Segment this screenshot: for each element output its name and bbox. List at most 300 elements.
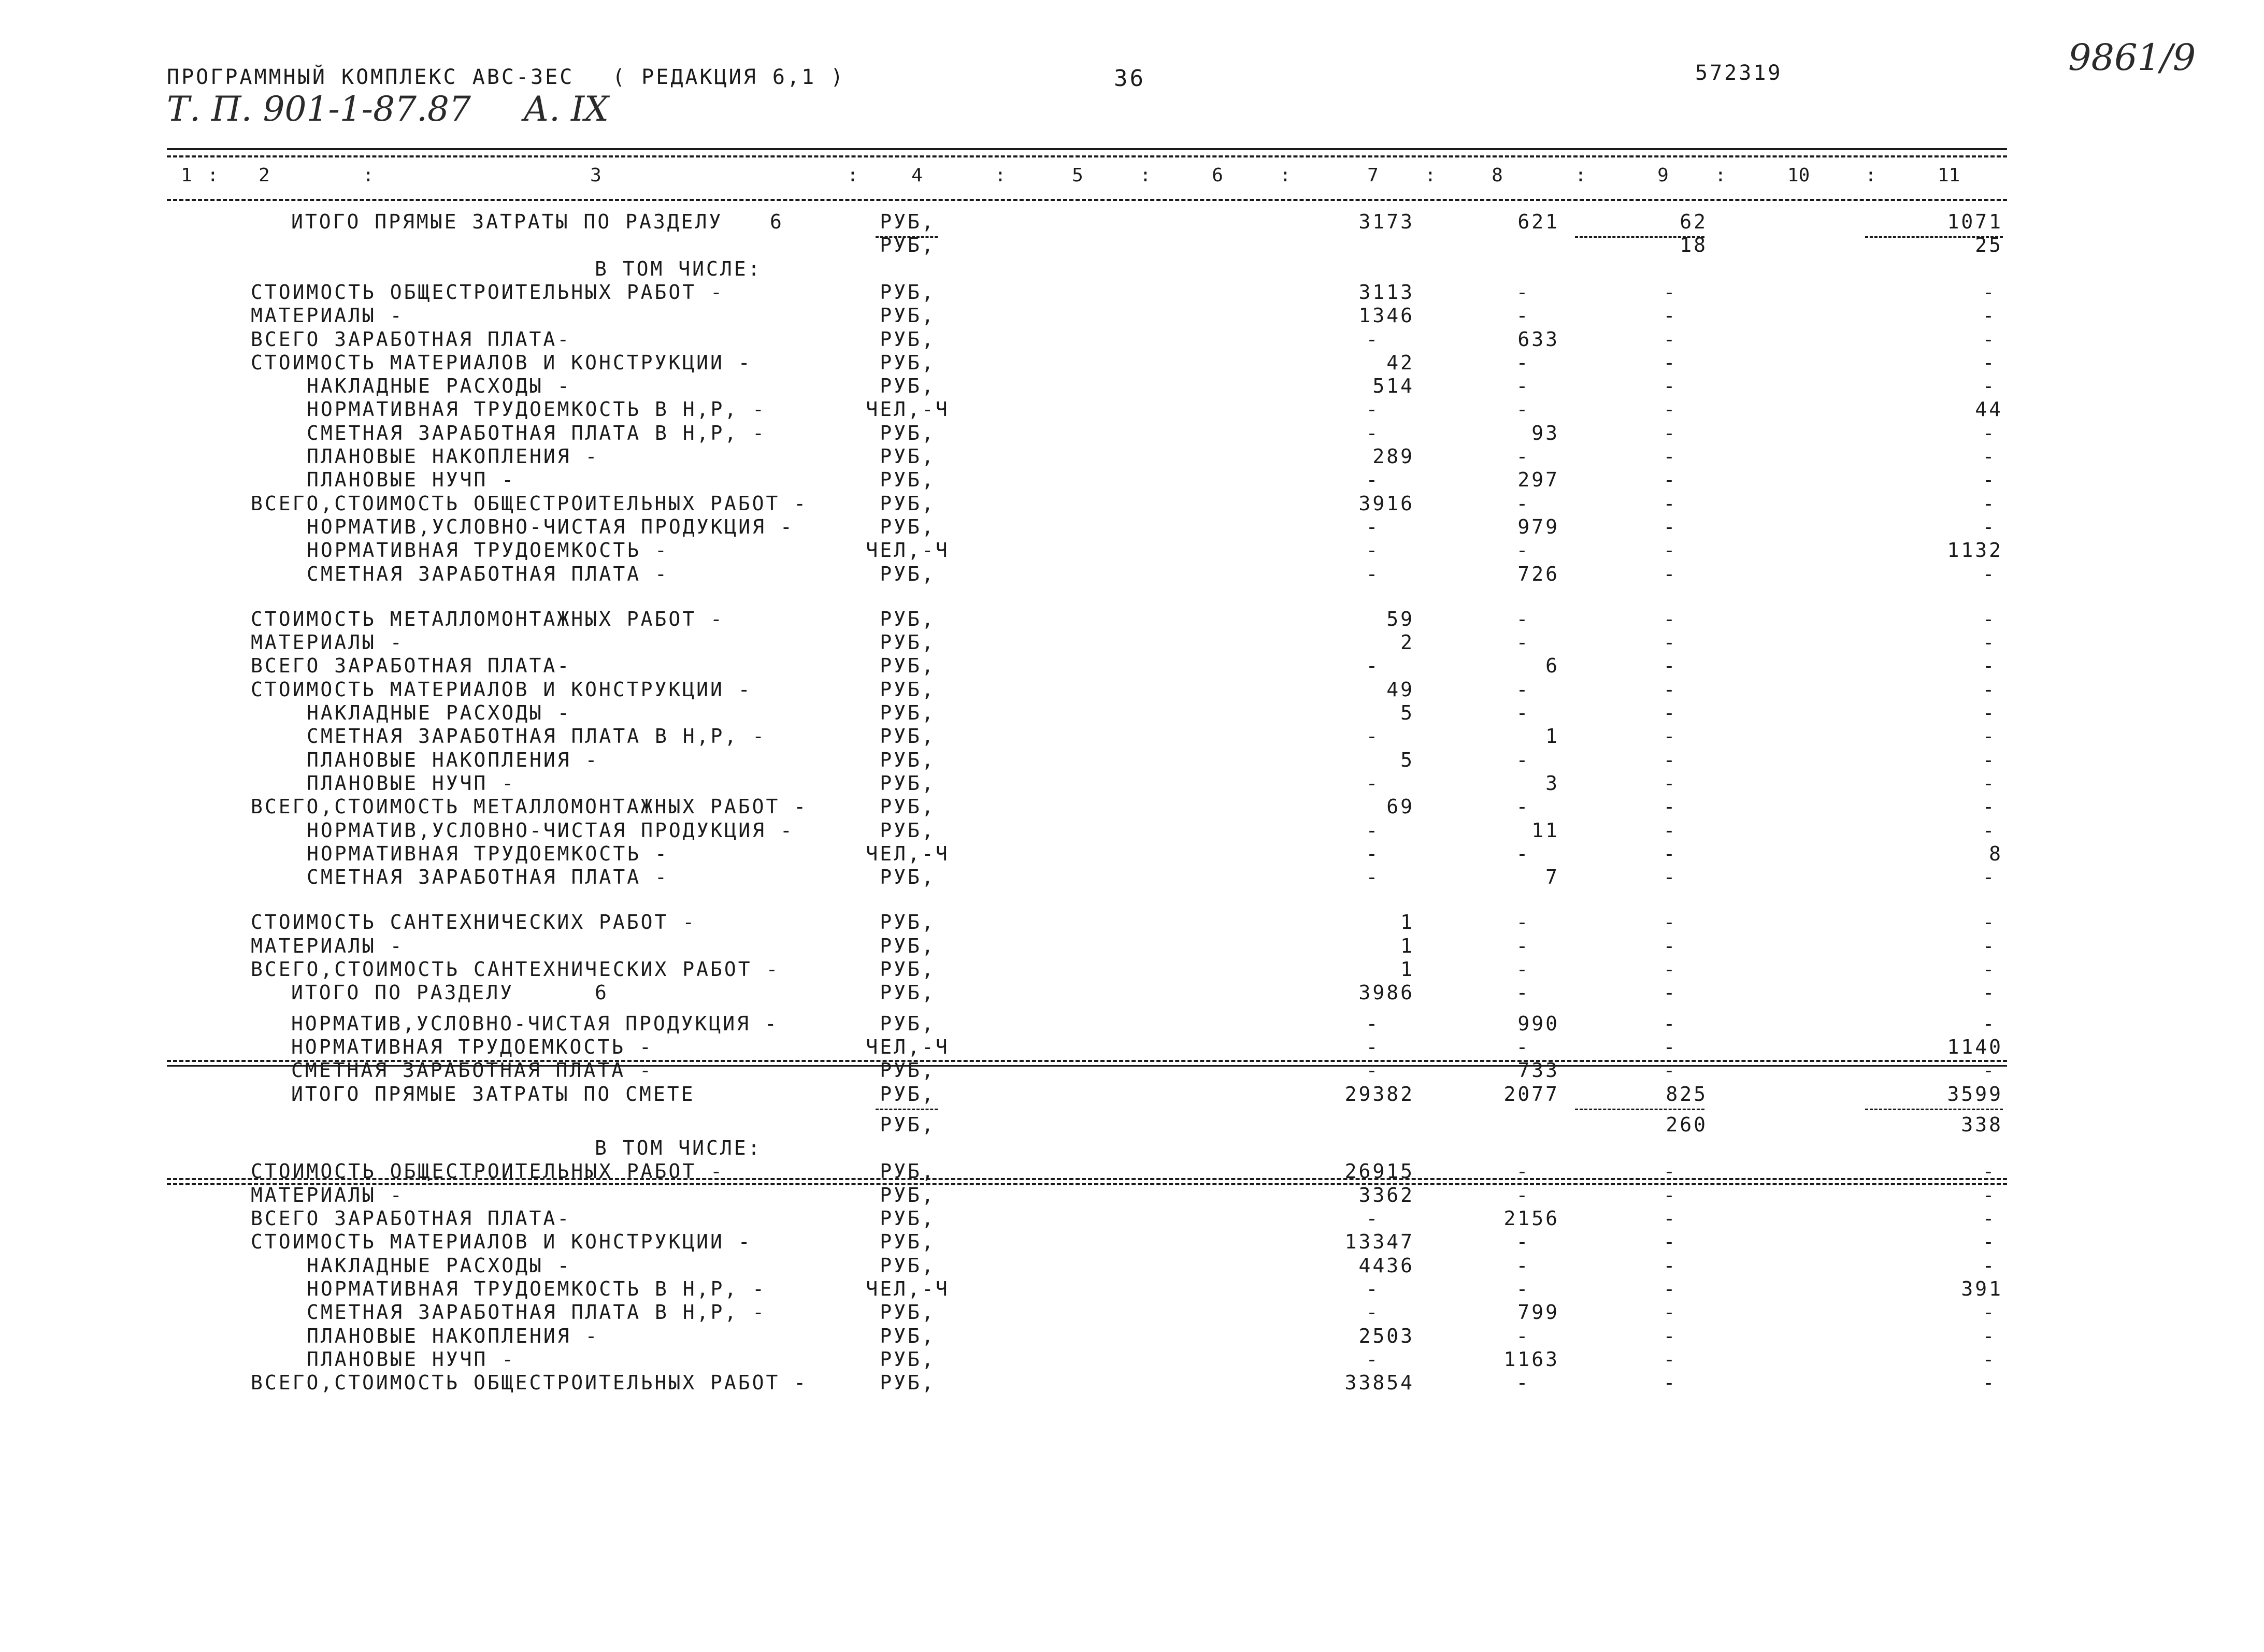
cell-c11-value: 8 bbox=[1989, 842, 2003, 865]
document-code: 572319 bbox=[1695, 61, 1783, 85]
handwritten-document-number: Т. П. 901-1-87.87 bbox=[167, 89, 471, 129]
cell-c9-dash: - bbox=[1663, 1347, 1678, 1371]
cell-c7-value: 3173 bbox=[1358, 210, 1414, 233]
cell-c7-value: 1346 bbox=[1358, 304, 1414, 327]
row-unit: РУБ, bbox=[880, 818, 936, 842]
cell-c11-value: 391 bbox=[1961, 1277, 2003, 1300]
cell-c11-dash: - bbox=[1982, 445, 1997, 468]
cell-c11-dash: - bbox=[1982, 1371, 1997, 1395]
column-separator: : bbox=[995, 165, 1006, 186]
cell-c7-value: 3916 bbox=[1358, 492, 1414, 515]
column-number-row bbox=[171, 165, 2007, 188]
cell-c8-dash: - bbox=[1516, 1277, 1530, 1300]
cell-c11-dash: - bbox=[1982, 866, 1997, 889]
row-label: СТОИМОСТЬ МАТЕРИАЛОВ И КОНСТРУКЦИИ - bbox=[251, 1230, 752, 1254]
section-divider-top bbox=[167, 1060, 2007, 1062]
row-unit: ЧЕЛ,-Ч bbox=[866, 539, 950, 562]
cell-c7-dash: - bbox=[1366, 1012, 1380, 1035]
cell-c11-dash: - bbox=[1982, 748, 1997, 771]
handwritten-album-number: А. IX bbox=[523, 89, 609, 129]
cell-c7-dash: - bbox=[1366, 1207, 1380, 1230]
cell-c11-dash: - bbox=[1982, 654, 1997, 678]
cell-c7-dash: - bbox=[1366, 842, 1380, 865]
row-label: НАКЛАДНЫЕ РАСХОДЫ - bbox=[307, 1254, 571, 1277]
row-label: ВСЕГО,СТОИМОСТЬ ОБЩЕСТРОИТЕЛЬНЫХ РАБОТ - bbox=[251, 1371, 808, 1395]
cell-c9-dash: - bbox=[1663, 1035, 1678, 1058]
row-unit: РУБ, bbox=[880, 1371, 936, 1395]
row-label: МАТЕРИАЛЫ - bbox=[251, 1183, 404, 1206]
page-number: 36 bbox=[1114, 65, 1145, 92]
cell-c7-value: 42 bbox=[1386, 351, 1414, 374]
row-unit: ЧЕЛ,-Ч bbox=[866, 842, 950, 865]
row-label: ВСЕГО,СТОИМОСТЬ САНТЕХНИЧЕСКИХ РАБОТ - bbox=[251, 958, 780, 981]
cell-c9-dash: - bbox=[1663, 1371, 1678, 1395]
column-number-9: 9 bbox=[1657, 165, 1669, 186]
cell-c8-dash: - bbox=[1516, 398, 1530, 421]
cell-c9-dash: - bbox=[1663, 492, 1678, 515]
cell-c9-dash: - bbox=[1663, 701, 1678, 724]
cell-c9-value: 260 bbox=[1666, 1113, 1708, 1136]
cell-c9-dash: - bbox=[1663, 1301, 1678, 1324]
cell-c8-dash: - bbox=[1516, 748, 1530, 771]
cell-c7-value: 514 bbox=[1372, 375, 1414, 398]
row-label: НОРМАТИВ,УСЛОВНО-ЧИСТАЯ ПРОДУКЦИЯ - bbox=[307, 818, 794, 842]
cell-c8-value: 733 bbox=[1517, 1059, 1559, 1082]
cell-c9-value: 825 bbox=[1666, 1082, 1708, 1105]
cell-c11-dash: - bbox=[1982, 1254, 1997, 1277]
cell-c9-dash: - bbox=[1663, 842, 1678, 865]
row-label: ИТОГО ПРЯМЫЕ ЗАТРАТЫ ПО СМЕТЕ bbox=[291, 1082, 695, 1105]
row-label: ПЛАНОВЫЕ НАКОПЛЕНИЯ - bbox=[307, 445, 599, 468]
cell-c9-dash: - bbox=[1663, 911, 1678, 934]
row-unit: РУБ, bbox=[880, 562, 936, 585]
column-number-2: 2 bbox=[259, 165, 270, 186]
row-unit: РУБ, bbox=[880, 771, 936, 795]
column-separator: : bbox=[1140, 165, 1151, 186]
cell-c8-dash: - bbox=[1516, 1035, 1530, 1058]
cell-c11-value: 25 bbox=[1975, 234, 2003, 257]
cell-c11-value: 1140 bbox=[1947, 1035, 2003, 1058]
cell-c7-dash: - bbox=[1366, 539, 1380, 562]
row-label: НАКЛАДНЫЕ РАСХОДЫ - bbox=[307, 375, 571, 398]
row-unit: РУБ, bbox=[880, 1012, 936, 1035]
row-unit: РУБ, bbox=[880, 678, 936, 701]
row-label: СТОИМОСТЬ ОБЩЕСТРОИТЕЛЬНЫХ РАБОТ - bbox=[251, 280, 724, 304]
cell-c7-value: 13347 bbox=[1344, 1230, 1414, 1254]
cell-c8-dash: - bbox=[1516, 492, 1530, 515]
row-label: СМЕТНАЯ ЗАРАБОТНАЯ ПЛАТА В Н,Р, - bbox=[307, 421, 766, 444]
cell-c8-dash: - bbox=[1516, 1183, 1530, 1206]
row-label: НОРМАТИВ,УСЛОВНО-ЧИСТАЯ ПРОДУКЦИЯ - bbox=[291, 1012, 779, 1035]
column-separator: : bbox=[1575, 165, 1586, 186]
cell-c9-dash: - bbox=[1663, 934, 1678, 957]
cell-c7-dash: - bbox=[1366, 818, 1380, 842]
column-separator: : bbox=[1280, 165, 1291, 186]
cell-c9-dash: - bbox=[1663, 1207, 1678, 1230]
cell-c9-dash: - bbox=[1663, 539, 1678, 562]
cell-c11-dash: - bbox=[1982, 1324, 1997, 1347]
cell-c9-dash: - bbox=[1663, 725, 1678, 748]
cell-c9-dash: - bbox=[1663, 866, 1678, 889]
cell-c8-value: 3 bbox=[1545, 771, 1559, 795]
cell-c8-dash: - bbox=[1516, 607, 1530, 630]
row-unit: РУБ, bbox=[880, 421, 936, 444]
cell-c11-dash: - bbox=[1982, 468, 1997, 492]
cell-c7-value: 5 bbox=[1400, 701, 1414, 724]
row-label: СТОИМОСТЬ МАТЕРИАЛОВ И КОНСТРУКЦИИ - bbox=[251, 678, 752, 701]
cell-c11-value: 44 bbox=[1975, 398, 2003, 421]
row-label: МАТЕРИАЛЫ - bbox=[251, 631, 404, 654]
edition-label: ( РЕДАКЦИЯ 6,1 ) bbox=[612, 65, 846, 89]
cell-c8-value: 979 bbox=[1517, 515, 1559, 538]
cell-c8-dash: - bbox=[1516, 539, 1530, 562]
row-label: ИТОГО ПРЯМЫЕ ЗАТРАТЫ ПО РАЗДЕЛУ bbox=[291, 210, 723, 233]
cell-c11-dash: - bbox=[1982, 421, 1997, 444]
cell-c11-dash: - bbox=[1982, 1183, 1997, 1206]
col9-underline-stub bbox=[1575, 1109, 1704, 1110]
cell-c9-dash: - bbox=[1663, 280, 1678, 304]
column-number-6: 6 bbox=[1212, 165, 1223, 186]
cell-c11-value: 1132 bbox=[1947, 539, 2003, 562]
row-unit: РУБ, bbox=[880, 1082, 936, 1105]
cell-c8-value: 990 bbox=[1517, 1012, 1559, 1035]
col11-underline-stub bbox=[1865, 1109, 2003, 1110]
row-label: СТОИМОСТЬ САНТЕХНИЧЕСКИХ РАБОТ - bbox=[251, 911, 697, 934]
row-label: ПЛАНОВЫЕ НАКОПЛЕНИЯ - bbox=[307, 1324, 599, 1347]
row-unit: РУБ, bbox=[880, 1183, 936, 1206]
cell-c11-dash: - bbox=[1982, 607, 1997, 630]
cell-c11-dash: - bbox=[1982, 1347, 1997, 1371]
row-label: СТОИМОСТЬ МЕТАЛЛОМОНТАЖНЫХ РАБОТ - bbox=[251, 607, 724, 630]
cell-c7-dash: - bbox=[1366, 1347, 1380, 1371]
cell-c7-dash: - bbox=[1366, 1059, 1380, 1082]
cell-c7-dash: - bbox=[1366, 654, 1380, 678]
row-label: ВСЕГО,СТОИМОСТЬ МЕТАЛЛОМОНТАЖНЫХ РАБОТ - bbox=[251, 795, 808, 818]
column-separator: : bbox=[363, 165, 374, 186]
row-label: МАТЕРИАЛЫ - bbox=[251, 934, 404, 957]
row-unit: РУБ, bbox=[880, 607, 936, 630]
cell-c8-dash: - bbox=[1516, 351, 1530, 374]
column-separator: : bbox=[1425, 165, 1436, 186]
row-label: НОРМАТИВНАЯ ТРУДОЕМКОСТЬ - bbox=[307, 842, 669, 865]
column-number-5: 5 bbox=[1072, 165, 1083, 186]
cell-c9-dash: - bbox=[1663, 748, 1678, 771]
cell-c8-dash: - bbox=[1516, 375, 1530, 398]
column-separator: : bbox=[207, 165, 219, 186]
cell-c9-dash: - bbox=[1663, 981, 1678, 1004]
cell-c8-dash: - bbox=[1516, 280, 1530, 304]
row-unit: РУБ, bbox=[880, 748, 936, 771]
cell-c9-dash: - bbox=[1663, 654, 1678, 678]
cell-c11-dash: - bbox=[1982, 304, 1997, 327]
cell-c9-value: 62 bbox=[1680, 210, 1708, 233]
cell-c9-dash: - bbox=[1663, 445, 1678, 468]
cell-c8-dash: - bbox=[1516, 981, 1530, 1004]
cell-c7-dash: - bbox=[1366, 468, 1380, 492]
total-divider-top bbox=[167, 1178, 2007, 1180]
cell-c8-dash: - bbox=[1516, 445, 1530, 468]
cell-c9-dash: - bbox=[1663, 468, 1678, 492]
row-unit: РУБ, bbox=[880, 445, 936, 468]
row-unit: РУБ, bbox=[880, 701, 936, 724]
cell-c7-value: 3113 bbox=[1358, 280, 1414, 304]
row-label: НОРМАТИВНАЯ ТРУДОЕМКОСТЬ - bbox=[291, 1035, 653, 1058]
row-label: НОРМАТИВНАЯ ТРУДОЕМКОСТЬ В Н,Р, - bbox=[307, 398, 766, 421]
row-label: ВСЕГО ЗАРАБОТНАЯ ПЛАТА- bbox=[251, 1207, 571, 1230]
row-label: СТОИМОСТЬ МАТЕРИАЛОВ И КОНСТРУКЦИИ - bbox=[251, 351, 752, 374]
cell-c7-dash: - bbox=[1366, 1277, 1380, 1300]
column-number-8: 8 bbox=[1492, 165, 1503, 186]
cell-c8-value: 2077 bbox=[1503, 1082, 1559, 1105]
cell-c7-value: 33854 bbox=[1344, 1371, 1414, 1395]
handwritten-sheet-number: 9861/9 bbox=[2068, 36, 2196, 79]
cell-c9-dash: - bbox=[1663, 771, 1678, 795]
column-number-10: 10 bbox=[1787, 165, 1810, 186]
cell-c8-dash: - bbox=[1516, 842, 1530, 865]
cell-c8-value: 1 bbox=[1545, 725, 1559, 748]
column-separator: : bbox=[1715, 165, 1726, 186]
cell-c7-dash: - bbox=[1366, 866, 1380, 889]
row-label: ПЛАНОВЫЕ НАКОПЛЕНИЯ - bbox=[307, 748, 599, 771]
column-number-7: 7 bbox=[1367, 165, 1379, 186]
column-number-4: 4 bbox=[911, 165, 923, 186]
row-section-number: 6 bbox=[770, 210, 784, 233]
program-title: ПРОГРАММНЫЙ КОМПЛЕКС АВС-ЗЕС bbox=[167, 65, 575, 89]
cell-c9-dash: - bbox=[1663, 795, 1678, 818]
cell-c9-dash: - bbox=[1663, 304, 1678, 327]
cell-c7-dash: - bbox=[1366, 1035, 1380, 1058]
row-label: СМЕТНАЯ ЗАРАБОТНАЯ ПЛАТА В Н,Р, - bbox=[307, 1301, 766, 1324]
cell-c9-dash: - bbox=[1663, 515, 1678, 538]
row-unit: РУБ, bbox=[880, 1301, 936, 1324]
cell-c9-dash: - bbox=[1663, 607, 1678, 630]
cell-c8-value: 11 bbox=[1531, 818, 1559, 842]
cell-c11-dash: - bbox=[1982, 701, 1997, 724]
row-section-number: 6 bbox=[595, 981, 609, 1004]
cell-c9-dash: - bbox=[1663, 1012, 1678, 1035]
cell-c7-value: 1 bbox=[1400, 934, 1414, 957]
cell-c11-dash: - bbox=[1982, 1301, 1997, 1324]
row-label: СМЕТНАЯ ЗАРАБОТНАЯ ПЛАТА В Н,Р, - bbox=[307, 725, 766, 748]
cell-c7-value: 5 bbox=[1400, 748, 1414, 771]
cell-c11-dash: - bbox=[1982, 911, 1997, 934]
cell-c9-dash: - bbox=[1663, 375, 1678, 398]
cell-c8-dash: - bbox=[1516, 911, 1530, 934]
column-separator: : bbox=[847, 165, 858, 186]
cell-c7-dash: - bbox=[1366, 421, 1380, 444]
row-unit: РУБ, bbox=[880, 866, 936, 889]
cell-c11-dash: - bbox=[1982, 562, 1997, 585]
column-separator: : bbox=[1865, 165, 1876, 186]
cell-c8-value: 7 bbox=[1545, 866, 1559, 889]
cell-c7-value: 29382 bbox=[1344, 1082, 1414, 1105]
cell-c7-dash: - bbox=[1366, 562, 1380, 585]
row-unit: РУБ, bbox=[880, 631, 936, 654]
cell-c7-dash: - bbox=[1366, 1301, 1380, 1324]
cell-c9-value: 18 bbox=[1680, 234, 1708, 257]
row-unit: ЧЕЛ,-Ч bbox=[866, 1035, 950, 1058]
row-unit: РУБ, bbox=[880, 911, 936, 934]
row-unit: РУБ, bbox=[880, 795, 936, 818]
cell-c11-dash: - bbox=[1982, 631, 1997, 654]
cell-c8-dash: - bbox=[1516, 934, 1530, 957]
cell-c7-value: 2 bbox=[1400, 631, 1414, 654]
row-unit: РУБ, bbox=[880, 1347, 936, 1371]
cell-c11-dash: - bbox=[1982, 280, 1997, 304]
cell-c11-dash: - bbox=[1982, 958, 1997, 981]
cell-c8-value: 6 bbox=[1545, 654, 1559, 678]
row-label: ВСЕГО ЗАРАБОТНАЯ ПЛАТА- bbox=[251, 654, 571, 678]
cell-c11-dash: - bbox=[1982, 795, 1997, 818]
total-divider-bottom bbox=[167, 1183, 2007, 1185]
row-unit: РУБ, bbox=[880, 1059, 936, 1082]
row-unit: РУБ, bbox=[880, 725, 936, 748]
subheading-in-that-number: В ТОМ ЧИСЛЕ: bbox=[595, 1137, 762, 1160]
row-unit: РУБ, bbox=[880, 468, 936, 492]
cell-c8-value: 93 bbox=[1531, 421, 1559, 444]
cell-c7-value: 3986 bbox=[1358, 981, 1414, 1004]
row-unit: РУБ, bbox=[880, 981, 936, 1004]
cell-c8-value: 799 bbox=[1517, 1301, 1559, 1324]
cell-c9-dash: - bbox=[1663, 1324, 1678, 1347]
cell-c9-dash: - bbox=[1663, 1254, 1678, 1277]
row-label: НАКЛАДНЫЕ РАСХОДЫ - bbox=[307, 701, 571, 724]
row-unit: РУБ, bbox=[880, 1160, 936, 1183]
row-unit: РУБ, bbox=[880, 1230, 936, 1254]
row-unit: РУБ, bbox=[880, 351, 936, 374]
row-label: ПЛАНОВЫЕ НУЧП - bbox=[307, 771, 516, 795]
cell-c9-dash: - bbox=[1663, 562, 1678, 585]
row-unit: РУБ, bbox=[880, 492, 936, 515]
header-bottom-rule bbox=[167, 199, 2007, 201]
top-rule bbox=[167, 148, 2007, 150]
cell-c8-dash: - bbox=[1516, 631, 1530, 654]
cell-c8-value: 2156 bbox=[1503, 1207, 1559, 1230]
cell-c8-dash: - bbox=[1516, 1230, 1530, 1254]
unit-underline-stub bbox=[876, 1109, 938, 1110]
cell-c11-dash: - bbox=[1982, 818, 1997, 842]
cell-c7-dash: - bbox=[1366, 515, 1380, 538]
cell-c8-value: 633 bbox=[1517, 327, 1559, 351]
column-number-11: 11 bbox=[1938, 165, 1960, 186]
row-unit: РУБ, bbox=[880, 1324, 936, 1347]
row-label: СМЕТНАЯ ЗАРАБОТНАЯ ПЛАТА - bbox=[291, 1059, 653, 1082]
cell-c9-dash: - bbox=[1663, 631, 1678, 654]
cell-c7-value: 3362 bbox=[1358, 1183, 1414, 1206]
row-label: СМЕТНАЯ ЗАРАБОТНАЯ ПЛАТА - bbox=[307, 866, 669, 889]
cell-c8-dash: - bbox=[1516, 1324, 1530, 1347]
row-unit: РУБ, bbox=[880, 515, 936, 538]
cell-c9-dash: - bbox=[1663, 351, 1678, 374]
cell-c9-dash: - bbox=[1663, 327, 1678, 351]
cell-c11-dash: - bbox=[1982, 1012, 1997, 1035]
cell-c11-dash: - bbox=[1982, 1230, 1997, 1254]
cell-c7-value: 1 bbox=[1400, 958, 1414, 981]
cell-c7-dash: - bbox=[1366, 771, 1380, 795]
row-unit: РУБ, bbox=[880, 654, 936, 678]
cell-c9-dash: - bbox=[1663, 421, 1678, 444]
cell-c9-dash: - bbox=[1663, 1160, 1678, 1183]
cell-c8-value: 621 bbox=[1517, 210, 1559, 233]
cell-c7-value: 59 bbox=[1386, 607, 1414, 630]
cell-c11-value: 3599 bbox=[1947, 1082, 2003, 1105]
cell-c8-dash: - bbox=[1516, 795, 1530, 818]
cell-c8-dash: - bbox=[1516, 678, 1530, 701]
cell-c7-value: 4436 bbox=[1358, 1254, 1414, 1277]
row-unit: РУБ, bbox=[880, 327, 936, 351]
column-number-3: 3 bbox=[590, 165, 601, 186]
cell-c11-dash: - bbox=[1982, 725, 1997, 748]
cell-c8-value: 726 bbox=[1517, 562, 1559, 585]
cell-c9-dash: - bbox=[1663, 1277, 1678, 1300]
cell-c11-dash: - bbox=[1982, 678, 1997, 701]
cell-c11-dash: - bbox=[1982, 981, 1997, 1004]
cell-c11-value: 1071 bbox=[1947, 210, 2003, 233]
cell-c8-value: 297 bbox=[1517, 468, 1559, 492]
row-label: СМЕТНАЯ ЗАРАБОТНАЯ ПЛАТА - bbox=[307, 562, 669, 585]
cell-c8-dash: - bbox=[1516, 701, 1530, 724]
cell-c11-dash: - bbox=[1982, 351, 1997, 374]
cell-c11-value: 338 bbox=[1961, 1113, 2003, 1136]
cell-c11-dash: - bbox=[1982, 515, 1997, 538]
cell-c9-dash: - bbox=[1663, 398, 1678, 421]
cell-c9-dash: - bbox=[1663, 1183, 1678, 1206]
cell-c7-dash: - bbox=[1366, 398, 1380, 421]
row-unit: ЧЕЛ,-Ч bbox=[866, 398, 950, 421]
cell-c8-dash: - bbox=[1516, 1160, 1530, 1183]
cell-c7-dash: - bbox=[1366, 725, 1380, 748]
row-unit: РУБ, bbox=[880, 1207, 936, 1230]
row-label: НОРМАТИВНАЯ ТРУДОЕМКОСТЬ В Н,Р, - bbox=[307, 1277, 766, 1300]
row-unit: РУБ, bbox=[880, 280, 936, 304]
cell-c11-dash: - bbox=[1982, 771, 1997, 795]
subheading-in-that-number: В ТОМ ЧИСЛЕ: bbox=[595, 257, 762, 280]
cell-c7-value: 49 bbox=[1386, 678, 1414, 701]
row-unit: ЧЕЛ,-Ч bbox=[866, 1277, 950, 1300]
cell-c11-dash: - bbox=[1982, 1207, 1997, 1230]
row-label: ПЛАНОВЫЕ НУЧП - bbox=[307, 468, 516, 492]
cell-c8-value: 1163 bbox=[1503, 1347, 1559, 1371]
cell-c7-value: 1 bbox=[1400, 911, 1414, 934]
cell-c7-value: 289 bbox=[1372, 445, 1414, 468]
cell-c7-dash: - bbox=[1366, 327, 1380, 351]
cell-c9-dash: - bbox=[1663, 1230, 1678, 1254]
cell-c11-dash: - bbox=[1982, 934, 1997, 957]
column-number-1: 1 bbox=[181, 165, 192, 186]
cell-c9-dash: - bbox=[1663, 818, 1678, 842]
row-label: ПЛАНОВЫЕ НУЧП - bbox=[307, 1347, 516, 1371]
row-label: ВСЕГО ЗАРАБОТНАЯ ПЛАТА- bbox=[251, 327, 571, 351]
row-unit: РУБ, bbox=[880, 375, 936, 398]
top-rule-dashed bbox=[167, 155, 2007, 157]
row-unit: РУБ, bbox=[880, 958, 936, 981]
row-label: НОРМАТИВНАЯ ТРУДОЕМКОСТЬ - bbox=[307, 539, 669, 562]
row-unit: РУБ, bbox=[880, 1254, 936, 1277]
cell-c9-dash: - bbox=[1663, 958, 1678, 981]
cell-c8-dash: - bbox=[1516, 304, 1530, 327]
cell-c11-dash: - bbox=[1982, 1160, 1997, 1183]
cell-c7-value: 26915 bbox=[1344, 1160, 1414, 1183]
cell-c9-dash: - bbox=[1663, 678, 1678, 701]
cell-c8-dash: - bbox=[1516, 1254, 1530, 1277]
cell-c11-dash: - bbox=[1982, 1059, 1997, 1082]
row-unit: РУБ, bbox=[880, 234, 936, 257]
cell-c11-dash: - bbox=[1982, 375, 1997, 398]
row-label: СТОИМОСТЬ ОБЩЕСТРОИТЕЛЬНЫХ РАБОТ - bbox=[251, 1160, 724, 1183]
section-divider-bottom bbox=[167, 1065, 2007, 1067]
cell-c9-dash: - bbox=[1663, 1059, 1678, 1082]
row-label: НОРМАТИВ,УСЛОВНО-ЧИСТАЯ ПРОДУКЦИЯ - bbox=[307, 515, 794, 538]
